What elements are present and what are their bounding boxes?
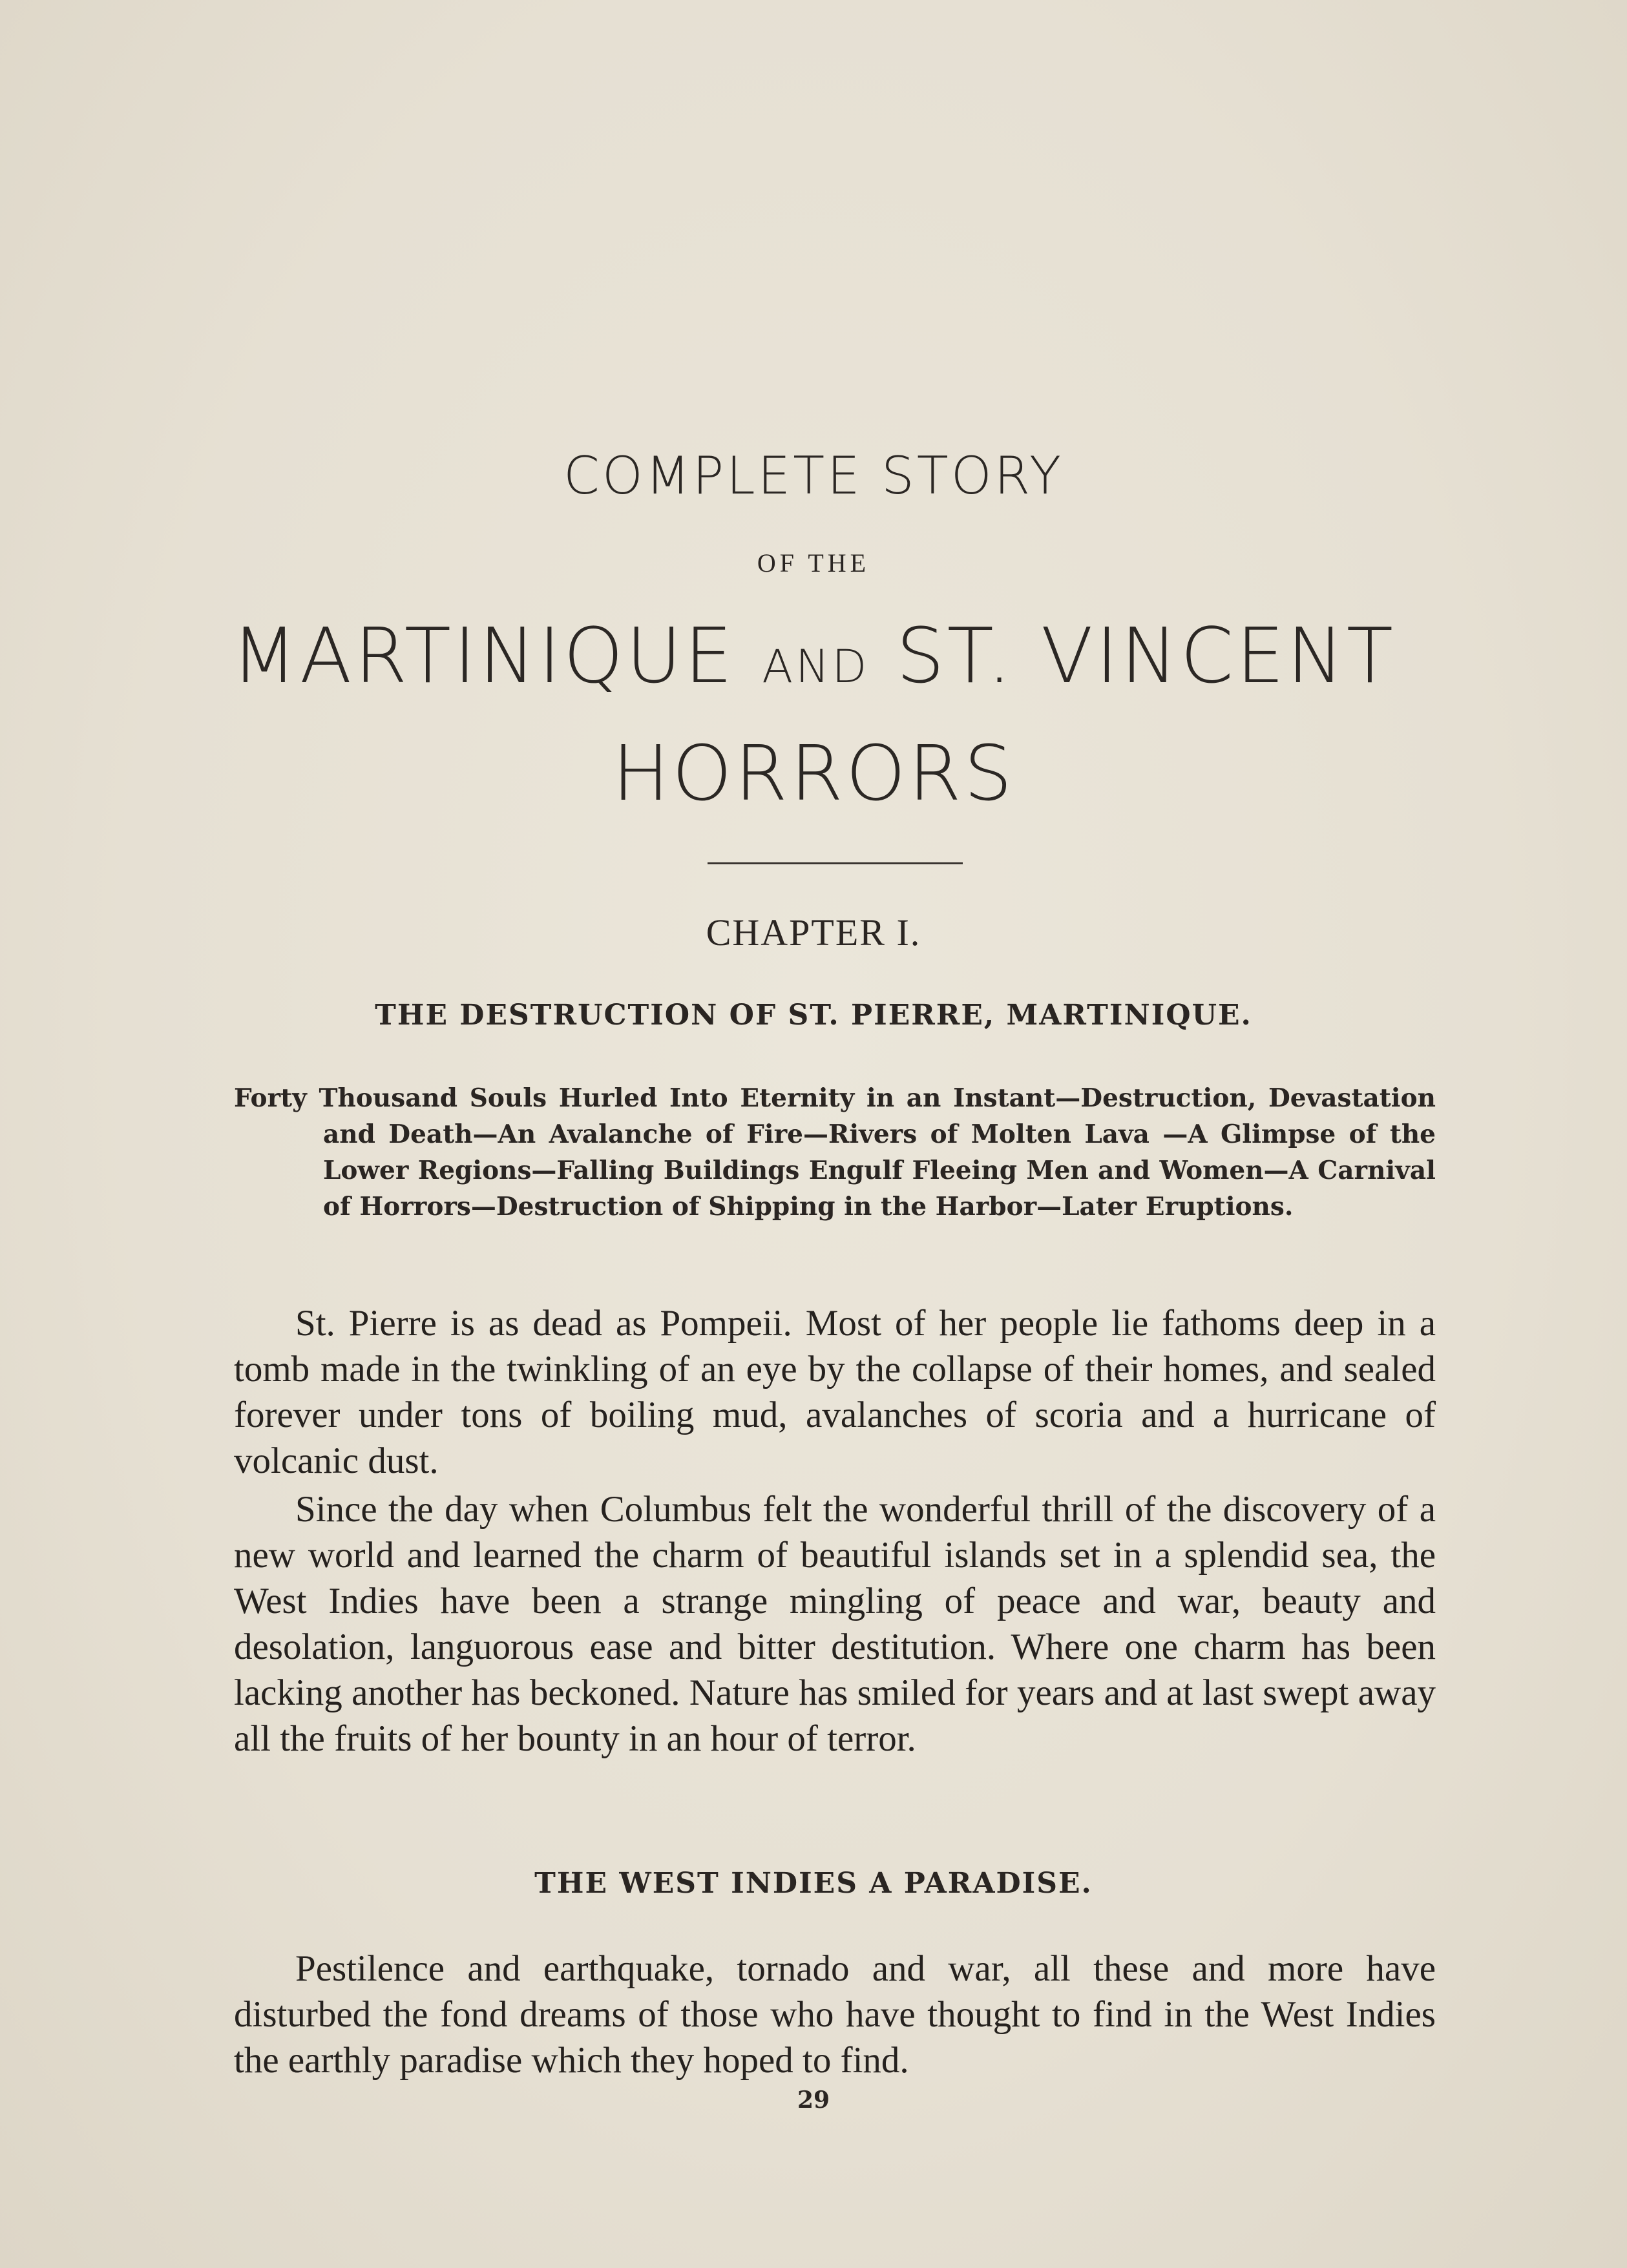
body-paragraph-2: Since the day when Columbus felt the wonderful thrill of the discovery of a new world and learned the charm of beautiful islands set in a splendid sea, the West Indies have been a strange mingling of peace and war, beauty and desolation, languorous ease and bitter destitution. Where one charm has been lacking another has beckoned. Nature has smiled for years and at last swept away all the fruits of her bounty in an hour of terror.: [234, 1489, 1436, 1759]
title-line-2: [0, 611, 1627, 709]
title-line-3: HORRORS: [612, 729, 1015, 818]
title-line-1: COMPLETE STORY: [563, 446, 1064, 506]
title-martinique: MARTINIQUE: [231, 611, 735, 700]
page-number: 29: [797, 2086, 830, 2114]
section-title-paradise: THE WEST INDIES A PARADISE.: [534, 1867, 1093, 1900]
title-of-the: OF THE: [757, 548, 870, 577]
title-and: AND: [762, 640, 870, 693]
chapter-label: CHAPTER I.: [706, 911, 921, 953]
body-paragraph-3: Pestilence and earthquake, tornado and war, all these and more have disturbed the fond dreams of those who have thought to find in the West Indies the earthly paradise which they hoped to find.: [234, 1948, 1436, 2081]
title-st-vincent: ST. VINCENT: [896, 611, 1396, 700]
section-title-destruction: THE DESTRUCTION OF ST. PIERRE, MARTINIQUE.: [375, 999, 1252, 1032]
chapter-summary: Forty Thousand Souls Hurled Into Eternity in an Instant—Destruction, Devastation and Death—An Avalanche of Fire—Rivers of Molten Lava —A Glimpse of the Lower Regions—Falling Buildings Engulf Fleeing Men and Women—A Carnival of Horrors—Destruction of Shipping in the Harbor—Later Eruptions.: [234, 1083, 1436, 1222]
body-paragraph-1: St. Pierre is as dead as Pompeii. Most of her people lie fathoms deep in a tomb made in the twinkling of an eye by the collapse of their homes, and sealed forever under tons of boiling mud, avalanches of scoria and a hurricane of volcanic dust.: [234, 1303, 1436, 1481]
title-divider: [708, 862, 963, 864]
